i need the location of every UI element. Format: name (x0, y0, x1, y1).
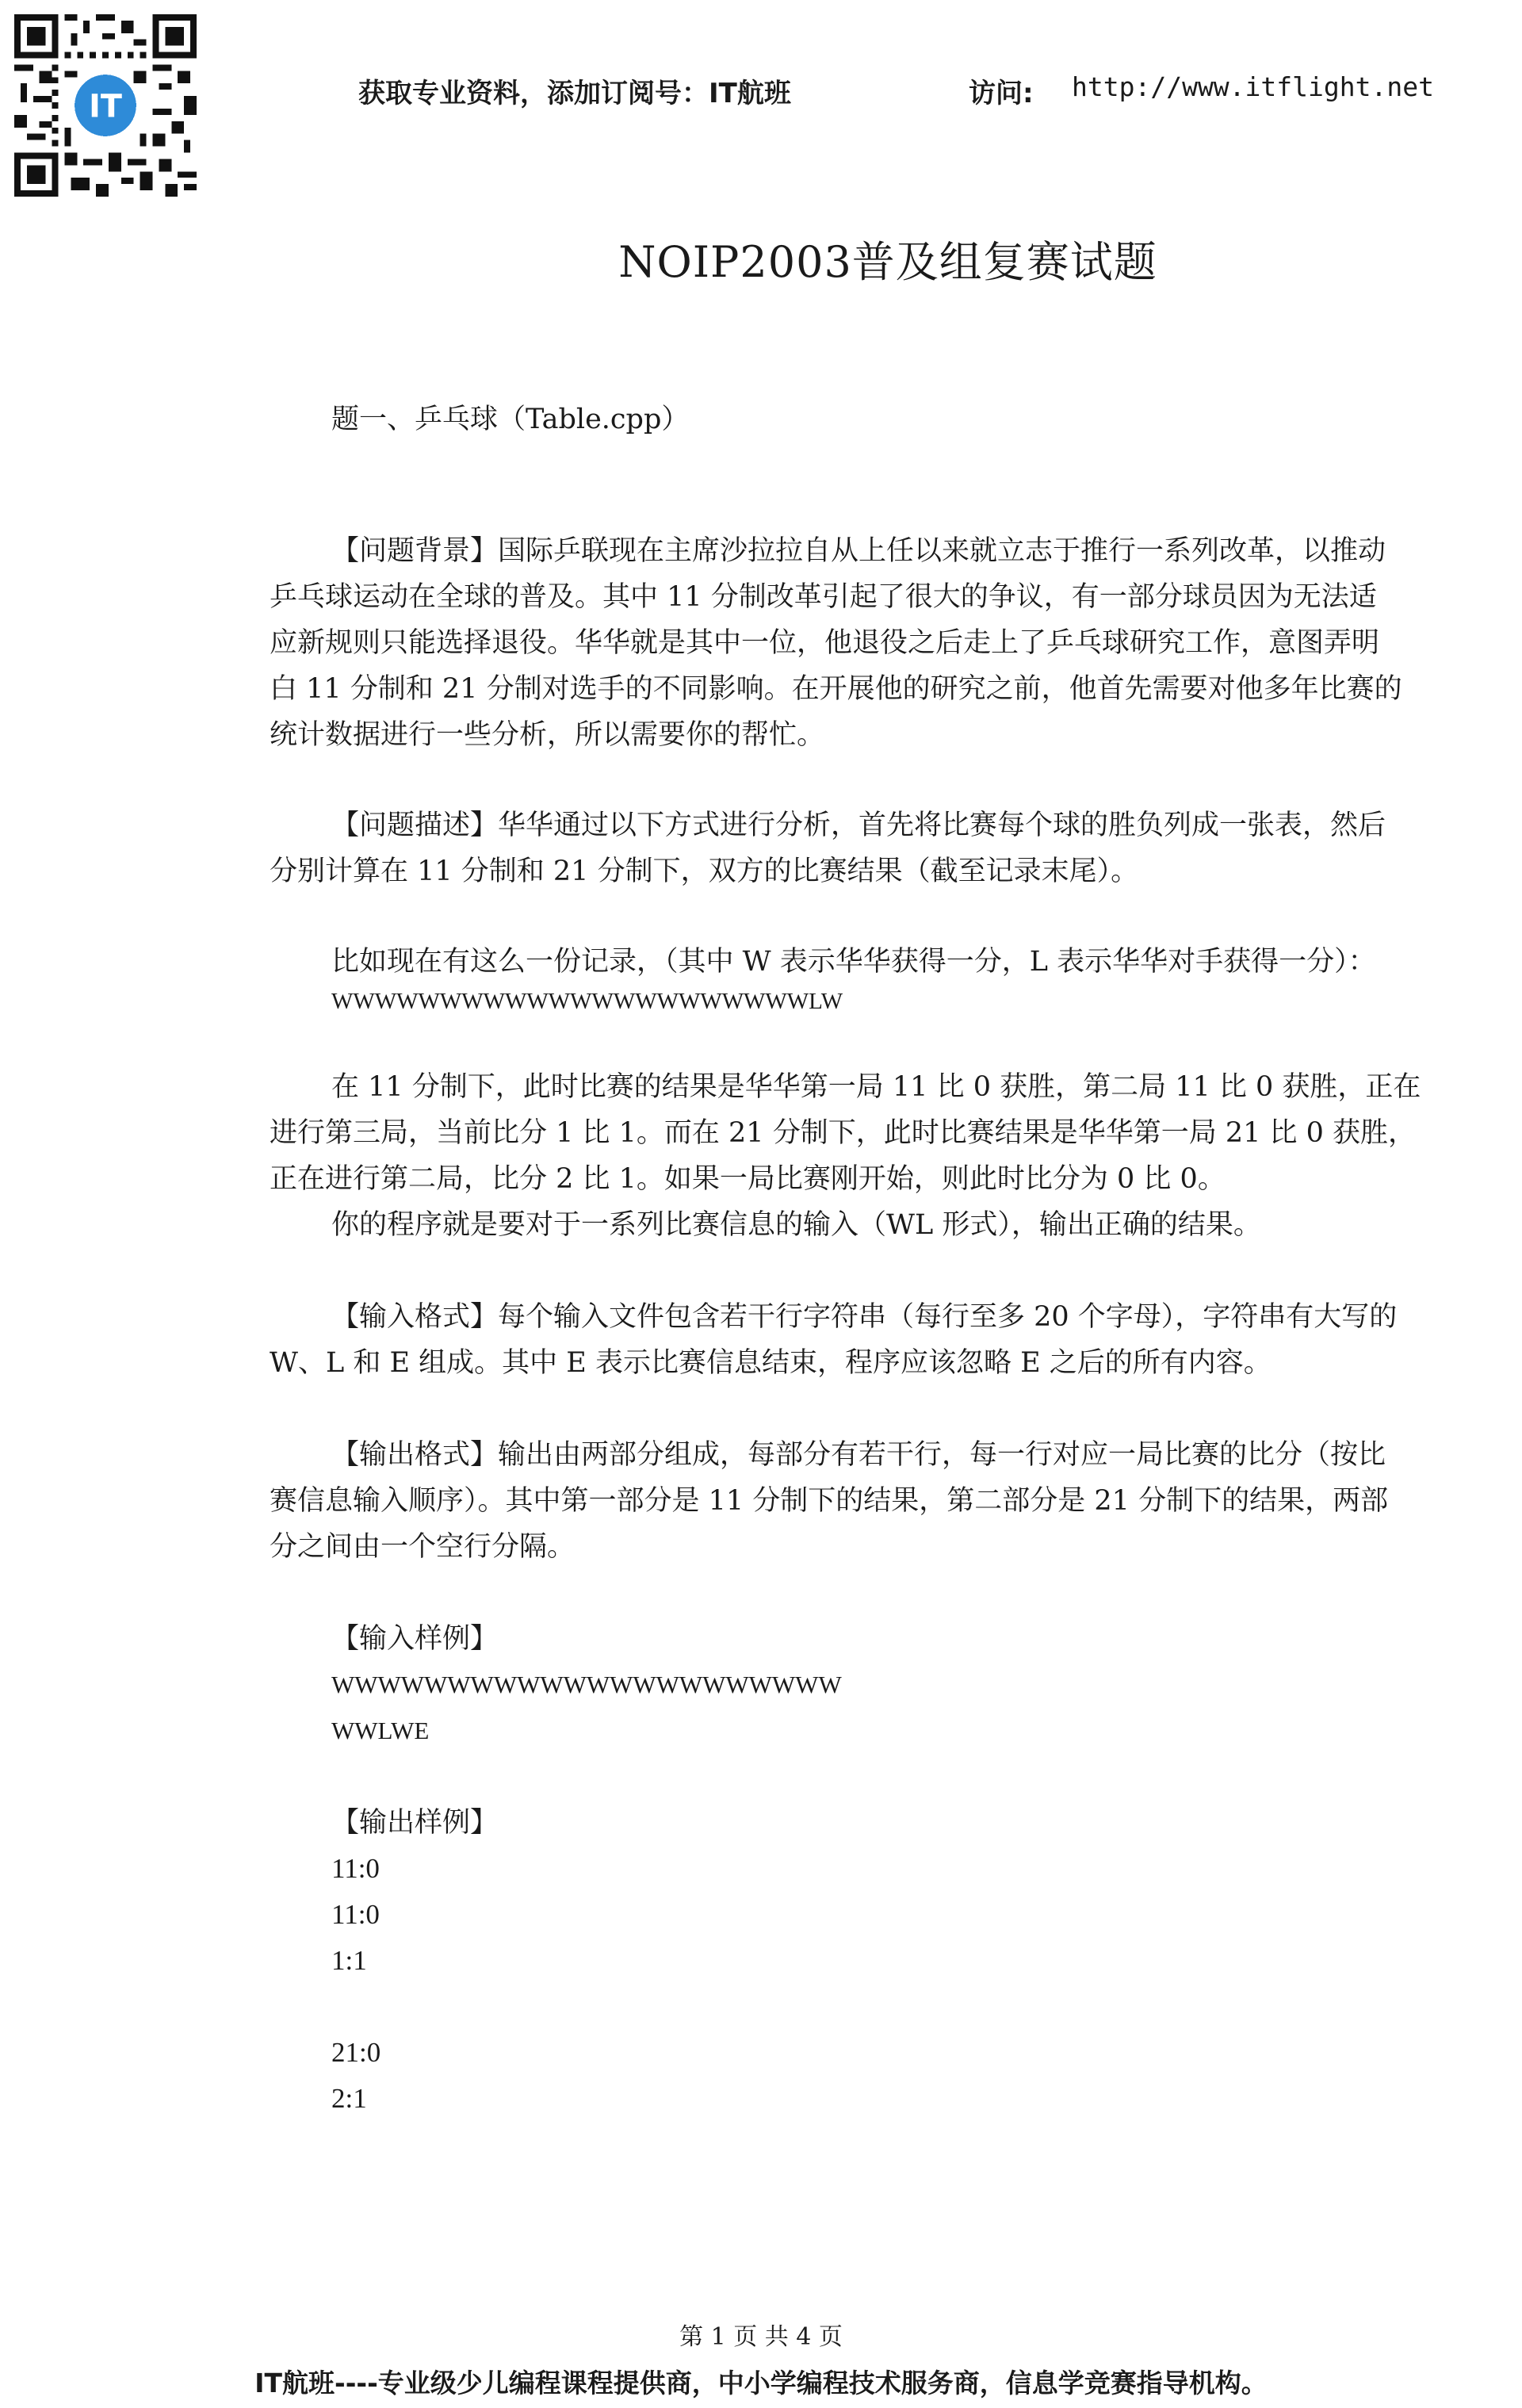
background-line: 统计数据进行一些分析，所以需要你的帮忙。 (270, 719, 825, 751)
input-format-line: W、L 和 E 组成。其中 E 表示比赛信息结束，程序应该忽略 E 之后的所有内容。 (270, 1347, 1272, 1379)
header-url-link[interactable]: http://www.itflight.net (1072, 71, 1434, 102)
description-section (270, 802, 1508, 894)
explanation-line: 进行第三局，当前比分 1 比 1。而在 21 分制下，此时比赛结果是华华第一局 21 比 0 获胜， (270, 1117, 1417, 1149)
background-section (270, 528, 1508, 758)
input-format-section (270, 1294, 1508, 1386)
input-format-line: 【输入格式】每个输入文件包含若干行字符串（每行至多 20 个字母），字符串有大写的 (331, 1301, 1398, 1333)
sample-input-section (270, 1616, 1508, 1754)
sample-output-line: 11:0 (331, 1853, 380, 1884)
problem-heading: 题一、乒乓球（Table.cpp） (331, 404, 690, 435)
qr-logo-text: IT (89, 88, 122, 125)
document-title: NOIP2003普及组复赛试题 (618, 237, 1157, 287)
sample-input-line: WWLWE (331, 1717, 430, 1744)
background-line: 应新规则只能选择退役。华华就是其中一位，他退役之后走上了乒乓球研究工作，意图弄明 (270, 627, 1380, 659)
example-record: WWWWWWWWWWWWWWWWWWWWWWLW (331, 989, 843, 1014)
output-format-line: 【输出格式】输出由两部分组成，每部分有若干行，每一行对应一局比赛的比分（按比 (331, 1439, 1386, 1471)
explanation-line: 在 11 分制下，此时比赛的结果是华华第一局 11 比 0 获胜，第二局 11 比 0 获胜，正在 (331, 1071, 1421, 1103)
explanation-section (270, 1064, 1508, 1248)
header-visit-label: 访问: (969, 78, 1034, 109)
footer-tagline: IT航班----专业级少儿编程课程提供商，中小学编程技术服务商，信息学竞赛指导机构。 (254, 2368, 1268, 2398)
sample-input-label: 【输入样例】 (331, 1623, 499, 1655)
example-intro-section (270, 939, 1508, 1018)
document-body (270, 396, 1508, 2122)
output-format-line: 赛信息输入顺序）。其中第一部分是 11 分制下的结果，第二部分是 21 分制下的结果，两部 (270, 1485, 1389, 1517)
explanation-line: 正在进行第二局，比分 2 比 1。如果一局比赛刚开始，则此时比分为 0 比 0。 (270, 1163, 1226, 1195)
sample-output-line: 21:0 (331, 2037, 381, 2068)
description-line: 【问题描述】华华通过以下方式进行分析，首先将比赛每个球的胜负列成一张表，然后 (331, 810, 1386, 841)
output-format-line: 分之间由一个空行分隔。 (270, 1531, 576, 1563)
output-format-section (270, 1432, 1508, 1570)
sample-input-line: WWWWWWWWWWWWWWWWWWWWWW (331, 1671, 842, 1698)
sample-output-line: 1:1 (331, 1945, 367, 1976)
page-header (0, 71, 1522, 111)
background-line: 白 11 分制和 21 分制对选手的不同影响。在开展他的研究之前，他首先需要对他多年比赛的 (270, 673, 1402, 705)
background-line: 乒乓球运动在全球的普及。其中 11 分制改革引起了很大的争议，有一部分球员因为无法适 (270, 581, 1377, 613)
example-intro-line: 比如现在有这么一份记录，（其中 W 表示华华获得一分，L 表示华华对手获得一分）： (331, 946, 1376, 978)
page-number: 第 1 页 共 4 页 (679, 2323, 843, 2351)
sample-output-line: 2:1 (331, 2083, 367, 2114)
explanation-task: 你的程序就是要对于一系列比赛信息的输入（WL 形式），输出正确的结果。 (331, 1209, 1261, 1241)
background-line: 【问题背景】国际乒联现在主席沙拉拉自从上任以来就立志于推行一系列改革，以推动 (331, 535, 1386, 567)
header-promo: 获取专业资料，添加订阅号：IT航班 (358, 78, 791, 109)
sample-output-label: 【输出样例】 (331, 1807, 499, 1839)
description-line: 分别计算在 11 分制和 21 分制下，双方的比赛结果（截至记录末尾）。 (270, 856, 1139, 887)
sample-output-section (270, 1800, 1508, 2122)
sample-output-line: 11:0 (331, 1899, 380, 1930)
